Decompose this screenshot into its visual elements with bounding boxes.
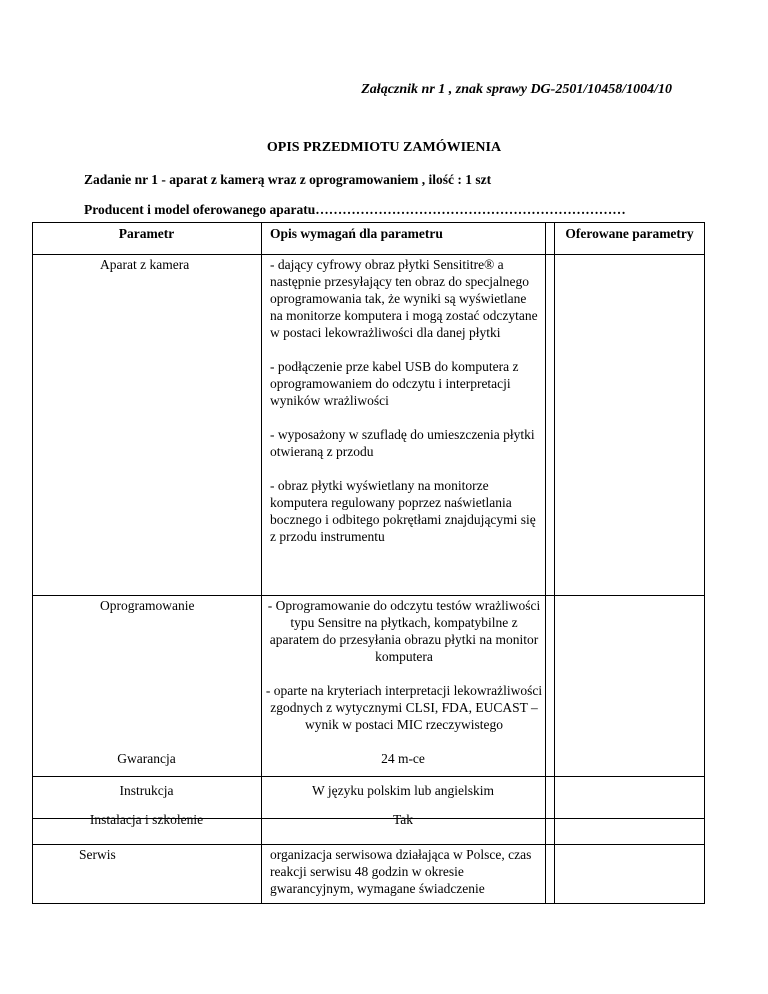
desc-manual: W języku polskim lub angielskim xyxy=(312,783,494,798)
task-description: Zadanie nr 1 - aparat z kamerą wraz z oprogramowaniem , ilość : 1 szt xyxy=(84,172,492,187)
param-installation: Instalacja i szkolenie xyxy=(89,812,204,827)
requirements-table xyxy=(32,222,705,904)
desc-paragraph: - podłączenie prze kabel USB do komputera z oprogramowaniem do odczytu i interpretacji wyników wrażliwości xyxy=(270,359,519,408)
desc-paragraph: - wyposażony w szufladę do umieszczenia płytki otwieraną z przodu xyxy=(270,427,535,459)
desc-paragraph: - obraz płytki wyświetlany na monitorze komputera regulowany poprzez naświetlania bocznego i odbitego pokrętłami znajdującymi się z przodu instrumentu xyxy=(270,478,536,544)
producer-model-line: Producent i model oferowanego aparatu…………………………………………………………… xyxy=(84,202,626,217)
column-header-parameter: Parametr xyxy=(118,226,175,241)
desc-paragraph: - Oprogramowanie do odczytu testów wrażliwości typu Sensitre na płytkach, kompatybilne z aparatem do przesyłania obrazu płytki na monitor komputera xyxy=(267,598,541,664)
row-divider xyxy=(32,595,705,596)
desc-paragraph: - dający cyfrowy obraz płytki Sensititre® a następnie przesyłający ten obraz do specjalnego oprogramowania tak, że wyniki są wyświetlane na monitorze komputera i mogą zostać odczytane w postaci lekowrażliwości dla danej płytki xyxy=(270,257,538,340)
desc-camera xyxy=(270,256,542,562)
column-header-description: Opis wymagań dla parametru xyxy=(270,226,443,241)
column-header-offered: Oferowane parametry xyxy=(565,226,694,241)
row-divider xyxy=(32,254,705,255)
row-divider xyxy=(32,844,705,845)
desc-warranty: 24 m-ce xyxy=(381,751,425,766)
document-title: OPIS PRZEDMIOTU ZAMÓWIENIA xyxy=(266,140,502,155)
param-manual: Instrukcja xyxy=(119,783,174,798)
column-divider xyxy=(545,222,546,904)
desc-service: organizacja serwisowa działająca w Polsce, czas reakcji serwisu 48 godzin w okresie gwarancyjnym, wymagane świadczenie xyxy=(270,847,532,896)
param-service: Serwis xyxy=(79,847,116,862)
desc-software xyxy=(264,597,544,733)
column-divider xyxy=(554,222,555,904)
column-divider xyxy=(261,222,262,904)
param-camera: Aparat z kamera xyxy=(100,257,190,272)
desc-paragraph: - oparte na kryteriach interpretacji lekowrażliwości zgodnych z wytycznymi CLSI, FDA, EUCAST – wynik w postaci MIC rzeczywistego xyxy=(265,683,543,732)
row-divider xyxy=(32,776,705,777)
desc-installation: Tak xyxy=(392,812,414,827)
param-warranty: Gwarancja xyxy=(117,751,176,766)
annex-reference: Załącznik nr 1 , znak sprawy DG-2501/10458/1004/10 xyxy=(361,82,672,97)
param-software: Oprogramowanie xyxy=(100,598,195,613)
